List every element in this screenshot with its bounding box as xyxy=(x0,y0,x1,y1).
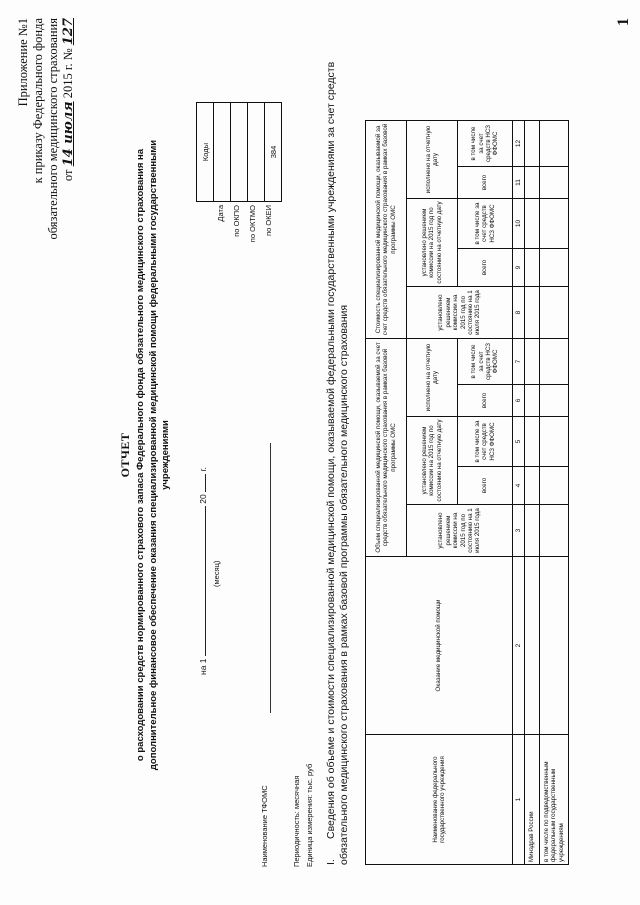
table-cell[interactable] xyxy=(540,417,569,467)
table-cell[interactable] xyxy=(525,121,540,167)
month-caption: (месяц) xyxy=(212,560,221,587)
col-num-11: 11 xyxy=(513,167,525,199)
handwritten-order-number: 127 xyxy=(61,18,76,46)
header-volume: Объем специализированной медицинской помощи, оказываемой за счет средств обязательного медицинского страхования в рамках базовой программы ОМС xyxy=(366,339,407,557)
header-cost-set-july: установлено решением комиссии на 2015 год по состоянию на 1 июля 2015 года xyxy=(407,287,513,339)
codes-date-label: Дата xyxy=(216,205,225,222)
tfoms-name-line xyxy=(258,443,271,867)
table-cell[interactable] xyxy=(540,505,569,557)
codes-date-cell[interactable] xyxy=(214,103,231,202)
table-row xyxy=(525,121,540,865)
codes-header: Коды xyxy=(197,103,214,202)
period-year-prefix: 20 xyxy=(198,494,208,504)
meta-info xyxy=(290,764,316,867)
table-cell[interactable] xyxy=(525,467,540,505)
col-num-6: 6 xyxy=(513,385,525,417)
appendix-line-3: обязательного медицинского страхования xyxy=(46,18,60,240)
page-number: 1 xyxy=(615,18,632,26)
table-cell[interactable] xyxy=(525,249,540,287)
table-cell[interactable] xyxy=(525,167,540,199)
periodicity: Периодичность: месячная xyxy=(292,775,301,867)
month-blank[interactable] xyxy=(205,506,206,656)
codes-oktmo-cell[interactable] xyxy=(248,103,265,202)
tfoms-label: Наименование ТФОМС xyxy=(260,785,269,867)
col-num-8: 8 xyxy=(513,287,525,339)
header-volume-total-1: всего xyxy=(458,467,513,505)
column-number-row xyxy=(513,121,525,865)
main-table xyxy=(365,120,569,865)
section-text: Сведения об объеме и стоимости специализированной медицинской помощи, оказываемой федеральными государственными учреждениями за счет средств обязательного медицинского страхования в рамках базовой программы обязательного медицинского страхования xyxy=(325,61,350,865)
codes-okei-label: по ОКЕИ xyxy=(264,205,273,236)
table-cell[interactable] xyxy=(540,199,569,249)
section-number: I. xyxy=(325,859,337,865)
codes-table xyxy=(196,102,282,202)
codes-labels xyxy=(213,205,277,315)
period-suffix: г. xyxy=(198,467,208,472)
header-cost-exec: исполнено на отчетную дату xyxy=(407,121,458,199)
table-cell[interactable] xyxy=(525,505,540,557)
period-prefix: на 1 xyxy=(198,658,208,675)
header-cost-set-report: установлено решением комиссии на 2015 год по состоянию на отчетную дату xyxy=(407,199,458,287)
codes-oktmo-label: по ОКТМО xyxy=(248,205,257,243)
table-cell[interactable] xyxy=(525,557,540,735)
header-volume-set-july: установлено решением комиссии на 2015 год по состоянию на 1 июля 2015 года xyxy=(407,505,513,557)
header-volume-set-report: установлено решением комиссии на 2015 год по состоянию на отчетную дату xyxy=(407,417,458,505)
header-cost-total-1: всего xyxy=(458,249,513,287)
header-volume-total-2: всего xyxy=(458,385,513,417)
header-cost-incl-2: в том числе за счет средств НСЗ ФФОМС xyxy=(458,121,513,167)
report-title-block xyxy=(118,115,173,795)
table-row xyxy=(540,121,569,865)
appendix-date-prefix: от xyxy=(61,169,75,182)
table-cell[interactable] xyxy=(540,339,569,385)
header-volume-incl-1: в том числе за счет средств НСЗ ФФОМС xyxy=(458,417,513,467)
table-cell[interactable] xyxy=(540,121,569,167)
table-cell[interactable] xyxy=(525,417,540,467)
report-period-line xyxy=(198,467,221,675)
table-cell[interactable] xyxy=(525,339,540,385)
appendix-line-2: к приказу Федерального фонда xyxy=(31,18,45,184)
appendix-date-line xyxy=(61,18,76,438)
row-label-subordinate: в том числе по подведомственным федеральным государственным учреждениям xyxy=(540,735,569,865)
appendix-line-1: Приложение №1 xyxy=(16,18,30,107)
header-cost-total-2: всего xyxy=(458,167,513,199)
codes-okei-cell: 384 xyxy=(265,103,282,202)
row-label-minzdrav: Минздрав России xyxy=(525,735,540,865)
table-cell[interactable] xyxy=(525,385,540,417)
table-cell[interactable] xyxy=(525,287,540,339)
col-num-5: 5 xyxy=(513,417,525,467)
header-care: Оказание медицинской помощи xyxy=(366,557,513,735)
tfoms-name-blank[interactable] xyxy=(261,443,271,713)
col-num-10: 10 xyxy=(513,199,525,249)
table-cell[interactable] xyxy=(540,557,569,735)
appendix-header xyxy=(16,18,76,438)
codes-okpo-label: по ОКПО xyxy=(232,205,241,237)
col-num-2: 2 xyxy=(513,557,525,735)
table-cell[interactable] xyxy=(525,199,540,249)
header-institution: Наименование федерального государственного учреждения xyxy=(366,735,513,865)
unit-of-measure: Единица измерения: тыс. руб xyxy=(305,763,314,867)
col-num-4: 4 xyxy=(513,467,525,505)
header-volume-exec: исполнено на отчетную дату xyxy=(407,339,458,417)
year-blank[interactable] xyxy=(205,474,206,492)
codes-okpo-cell[interactable] xyxy=(231,103,248,202)
table-cell[interactable] xyxy=(540,249,569,287)
table-cell[interactable] xyxy=(540,385,569,417)
report-subtitle: о расходовании средств нормированного страхового запаса Федерального фонда обязательного медицинского страхования на дополнительное финансовое обеспечение оказания специализированной медицинской помощи федеральными государственными учреждениями xyxy=(135,139,171,771)
col-num-3: 3 xyxy=(513,505,525,557)
section-heading xyxy=(325,25,351,865)
handwritten-date: 14 июля xyxy=(61,101,76,167)
col-num-1: 1 xyxy=(513,735,525,865)
table-cell[interactable] xyxy=(540,287,569,339)
col-num-7: 7 xyxy=(513,339,525,385)
col-num-12: 12 xyxy=(513,121,525,167)
header-cost: Стоимость специализированной медицинской помощи, оказываемой за счет средств обязательного медицинского страхования в рамках базовой программы ОМС xyxy=(366,121,407,339)
report-title: ОТЧЕТ xyxy=(118,432,132,478)
table-cell[interactable] xyxy=(540,167,569,199)
table-cell[interactable] xyxy=(540,467,569,505)
appendix-year: 2015 г. № xyxy=(61,48,75,99)
col-num-9: 9 xyxy=(513,249,525,287)
header-volume-incl-2: в том числе за счет средств НСЗ ФФОМС xyxy=(458,339,513,385)
header-cost-incl-1: в том числе за счет средств НСЗ ФФОМС xyxy=(458,199,513,249)
